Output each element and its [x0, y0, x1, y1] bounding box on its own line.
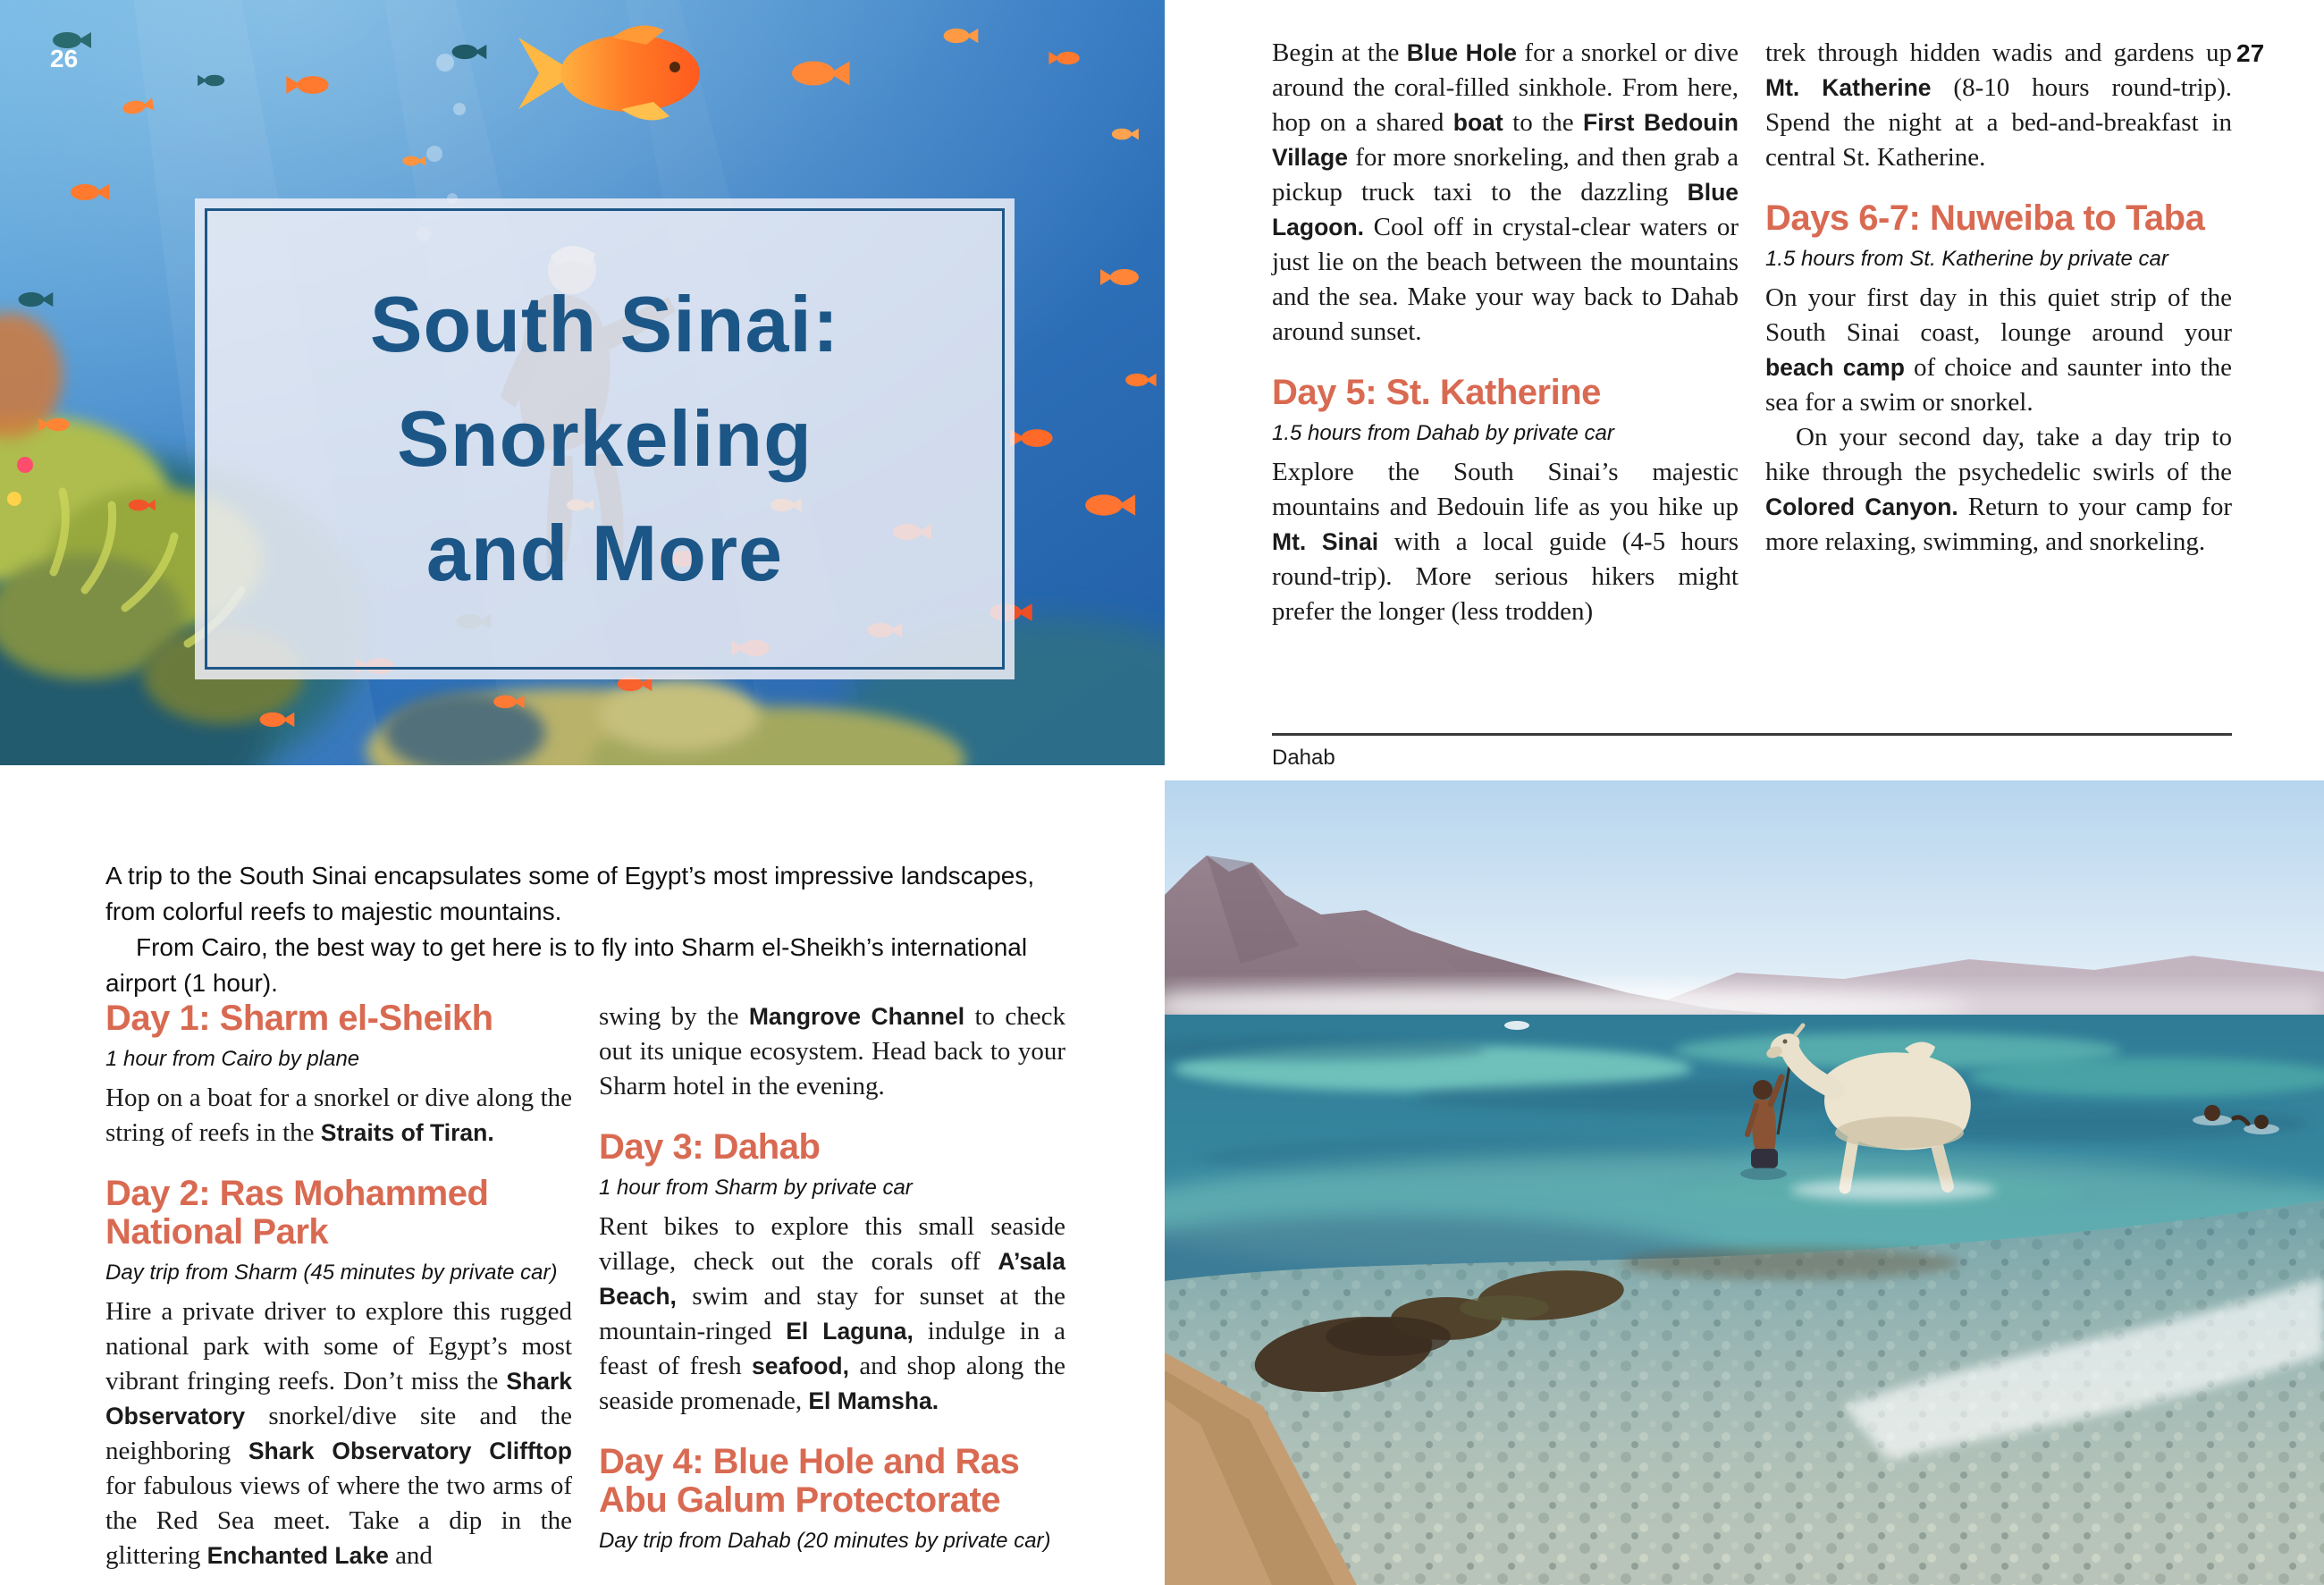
title-line-2: Snorkeling — [397, 394, 813, 483]
chapter-title — [370, 267, 839, 611]
day2-heading: Day 2: Ras Mohammed National Park — [105, 1174, 489, 1252]
day5-body: Explore the South Sinai’s majestic mountains and Bedouin life as you hike up Mt. Sinai with a local guide (4-5 hours round-trip). More serious hikers might prefer the longer (less trodden) — [1272, 458, 1739, 626]
left-page-columns — [105, 999, 1092, 1573]
day67-subtitle: 1.5 hours from St. Katherine by private car — [1765, 247, 2168, 271]
title-line-1: South Sinai: — [369, 280, 840, 368]
photo-caption: Dahab — [1272, 746, 1335, 770]
day5-body-continued: trek through hidden wadis and gardens up Mt. Katherine (8-10 hours round-trip). Spend the night at a bed-and-breakfast in central St. Katherine. — [1765, 38, 2232, 172]
day5-heading: Day 5: St. Katherine — [1272, 373, 1601, 412]
title-line-3: and More — [425, 509, 784, 597]
day67-body-2: On your second day, take a day trip to hike through the psychedelic swirls of the Colored Canyon. Return to your camp for more relaxing, swimming, and snorkeling. — [1765, 423, 2232, 556]
day2-subtitle: Day trip from Sharm (45 minutes by private car) — [105, 1260, 558, 1285]
camel-photo — [1165, 780, 2324, 1585]
page-number-left: 26 — [50, 45, 79, 72]
caption-divider — [1272, 733, 2232, 736]
intro-text — [105, 858, 1089, 1001]
day4-subtitle: Day trip from Dahab (20 minutes by private car) — [599, 1529, 1051, 1553]
intro-paragraph-2: From Cairo, the best way to get here is to fly into Sharm el-Sheikh’s international airport (1 hour). — [105, 933, 1028, 997]
day1-body: Hop on a boat for a snorkel or dive along the string of reefs in the Straits of Tiran. — [105, 1083, 572, 1147]
day4-heading: Day 4: Blue Hole and Ras Abu Galum Protectorate — [599, 1442, 1020, 1520]
page-number-right: 27 — [2236, 39, 2265, 67]
day67-heading: Days 6-7: Nuweiba to Taba — [1765, 198, 2205, 238]
right-page-columns — [1272, 36, 2232, 629]
day4-body-continued: Begin at the Blue Hole for a snorkel or dive around the coral-filled sinkhole. From here, hop on a shared boat to the First Bedouin Village for more snorkeling, and then grab a pickup truck taxi to the dazzling Blue Lagoon. Cool off in crystal-clear waters or just lie on the beach between the mountains and the sea. Make your way back to Dahab around sunset. — [1272, 38, 1739, 346]
day67-body-1: On your first day in this quiet strip of the South Sinai coast, lounge around your beach camp of choice and saunter into the sea for a swim or snorkel. — [1765, 283, 2232, 417]
day5-subtitle: 1.5 hours from Dahab by private car — [1272, 421, 1614, 445]
day2-body: Hire a private driver to explore this rugged national park with some of Egypt’s most vibrant fringing reefs. Don’t miss the Shark Observatory snorkel/dive site and the neighboring Shark Observatory Clifftop for fabulous views of where the two arms of the Red Sea meet. Take a dip in the glittering Enchanted Lake and — [105, 1297, 572, 1570]
left-page-column-1 — [105, 999, 572, 1573]
camel-scene-illustration — [1165, 780, 2324, 1585]
chapter-title-box — [195, 198, 1015, 679]
day1-heading: Day 1: Sharm el-Sheikh — [105, 999, 493, 1038]
chapter-title-border — [205, 208, 1005, 670]
underwater-photo — [0, 0, 1165, 765]
day3-subtitle: 1 hour from Sharm by private car — [599, 1176, 913, 1200]
left-page-column-2 — [599, 999, 1065, 1573]
right-page-column-1 — [1272, 36, 1739, 629]
intro-paragraph-1: A trip to the South Sinai encapsulates some of Egypt’s most impressive landscapes, from colorful reefs to majestic mountains. — [105, 862, 1035, 925]
day3-body: Rent bikes to explore this small seaside village, check out the corals off A’sala Beach, swim and stay for sunset at the mountain-ringed El Laguna, indulge in a feast of fresh seafood, and shop along the seaside promenade, El Mamsha. — [599, 1212, 1066, 1415]
day2-body-continued: swing by the Mangrove Channel to check out its unique ecosystem. Head back to your Sharm hotel in the evening. — [599, 1002, 1065, 1100]
day1-subtitle: 1 hour from Cairo by plane — [105, 1047, 360, 1071]
day3-heading: Day 3: Dahab — [599, 1127, 821, 1167]
right-page-column-2 — [1765, 36, 2232, 629]
